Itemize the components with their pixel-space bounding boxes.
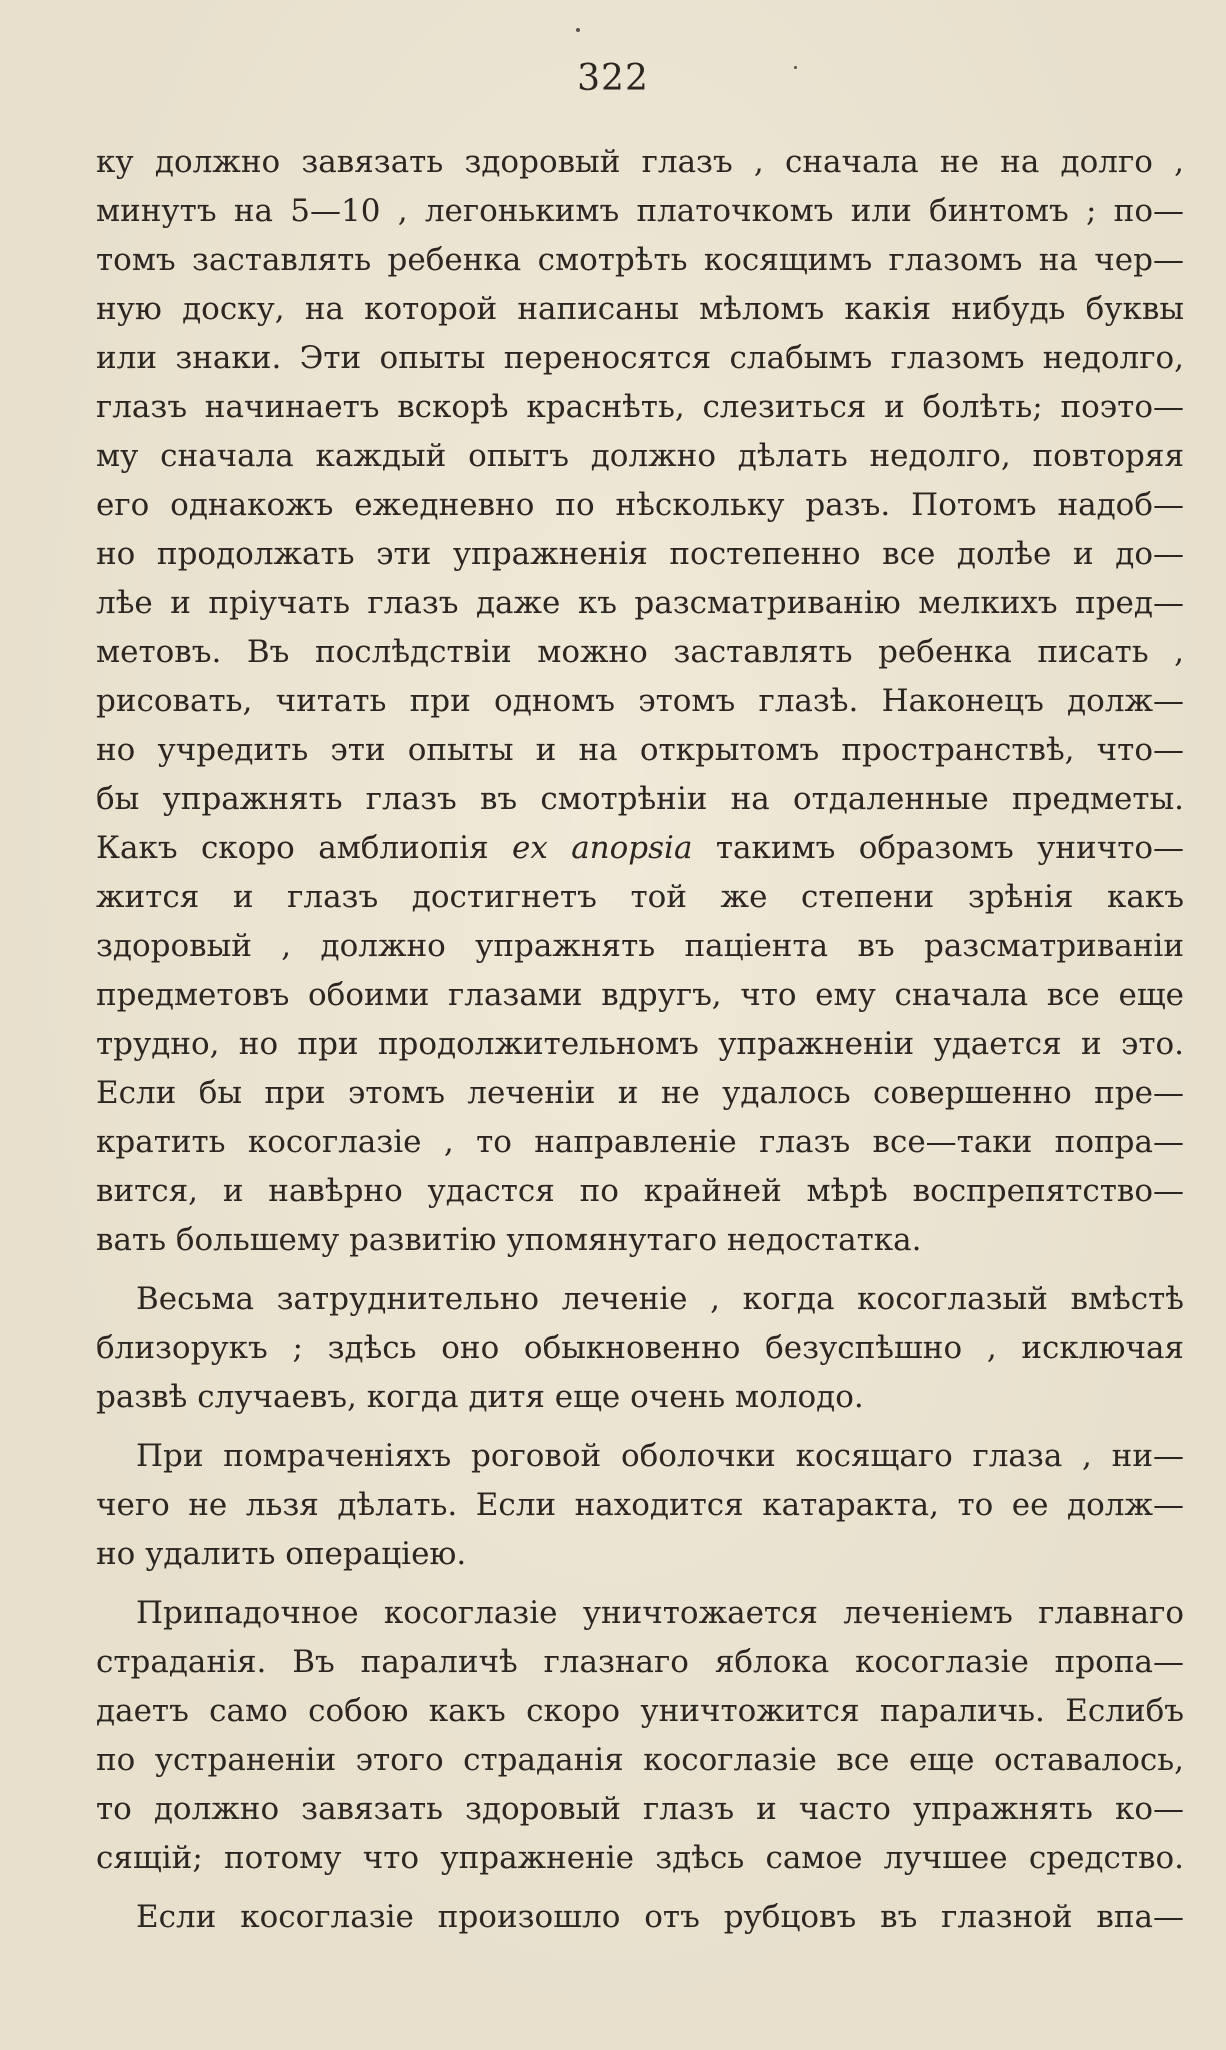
text-line: его однакожъ ежедневно по нѣскольку разъ. Потомъ надоб— — [96, 487, 1184, 523]
text-line: глазъ начинаетъ вскорѣ краснѣть, слезиться и болѣть; поэто— — [96, 389, 1184, 425]
text-line: жится и глазъ достигнетъ той же степени зрѣнія какъ — [96, 879, 1184, 915]
text-line: бы упражнять глазъ въ смотрѣніи на отдаленные предметы. — [96, 781, 1184, 817]
text-line: здоровый , должно упражнять паціента въ разсматриваніи — [96, 928, 1184, 964]
text-line: но удалить операціею. — [96, 1536, 467, 1572]
paragraph-gap — [96, 1265, 1184, 1275]
text-line: Припадочное косоглазіе уничтожается леченіемъ главнаго — [136, 1595, 1184, 1631]
text-line: или знаки. Эти опыты переносятся слабымъ глазомъ недолго, — [96, 340, 1184, 376]
paragraph-gap — [96, 1579, 1184, 1589]
text-line: вать большему развитію упомянутаго недостатка. — [96, 1222, 922, 1258]
text-line: Если косоглазіе произошло отъ рубцовъ въ глазной впа— — [136, 1899, 1184, 1935]
text-line: метовъ. Въ послѣдствіи можно заставлять ребенка писать , — [96, 634, 1184, 670]
text-line: му сначала каждый опытъ должно дѣлать недолго, повторяя — [96, 438, 1184, 474]
text-line: ную доску, на которой написаны мѣломъ какія нибудь буквы — [96, 291, 1184, 327]
text-line: сящій; потому что упражненіе здѣсь самое лучшее средство. — [96, 1840, 1184, 1876]
text-line: минутъ на 5—10 , легонькимъ платочкомъ или бинтомъ ; по— — [96, 193, 1184, 229]
text-line: томъ заставлять ребенка смотрѣть косящимъ глазомъ на чер— — [96, 242, 1184, 278]
text-line: но учредить эти опыты и на открытомъ пространствѣ, что— — [96, 732, 1184, 768]
text-line: даетъ само собою какъ скоро уничтожится параличь. Еслибъ — [96, 1693, 1184, 1729]
text-line: рисовать, читать при одномъ этомъ глазѣ. Наконецъ долж— — [96, 683, 1184, 719]
text-segment: такимъ образомъ уничто— — [692, 830, 1185, 866]
text-line: чего не льзя дѣлать. Если находится катаракта, то ее долж— — [96, 1487, 1184, 1523]
text-line: кратить косоглазіе , то направленіе глазъ все—таки попра— — [96, 1124, 1184, 1160]
paragraph-gap — [96, 1883, 1184, 1893]
latin-term: ex anopsia — [512, 830, 693, 866]
print-speck — [576, 28, 580, 32]
text-line: предметовъ обоими глазами вдругъ, что ему сначала все еще — [96, 977, 1184, 1013]
text-line: Весьма затруднительно леченіе , когда косоглазый вмѣстѣ — [136, 1281, 1184, 1317]
text-line: Если бы при этомъ леченіи и не удалось совершенно пре— — [96, 1075, 1184, 1111]
text-line: близорукъ ; здѣсь оно обыкновенно безуспѣшно , исключая — [96, 1330, 1184, 1366]
text-line: При помраченіяхъ роговой оболочки косящаго глаза , ни— — [136, 1438, 1184, 1474]
text-line: но продолжать эти упражненія постепенно все долѣе и до— — [96, 536, 1184, 572]
text-line: ку должно завязать здоровый глазъ , сначала не на долго , — [96, 144, 1184, 180]
text-line: по устраненіи этого страданія косоглазіе все еще оставалось, — [96, 1742, 1184, 1778]
page-body-text — [96, 138, 1184, 1942]
text-line: трудно, но при продолжительномъ упражненіи удается и это. — [96, 1026, 1184, 1062]
text-line: развѣ случаевъ, когда дитя еще очень молодо. — [96, 1379, 864, 1415]
text-line: лѣе и пріучать глазъ даже къ разсматриванію мелкихъ пред— — [96, 585, 1184, 621]
text-line: то должно завязать здоровый глазъ и часто упражнять ко— — [96, 1791, 1184, 1827]
text-line: страданія. Въ параличѣ глазнаго яблока косоглазіе пропа— — [96, 1644, 1184, 1680]
text-segment: Какъ скоро амблиопія — [96, 830, 512, 866]
paragraph-gap — [96, 1422, 1184, 1432]
text-line-with-latin-term — [96, 824, 1184, 873]
text-line: вится, и навѣрно удастся по крайней мѣрѣ воспрепятство— — [96, 1173, 1184, 1209]
page-number: 322 — [577, 58, 649, 99]
